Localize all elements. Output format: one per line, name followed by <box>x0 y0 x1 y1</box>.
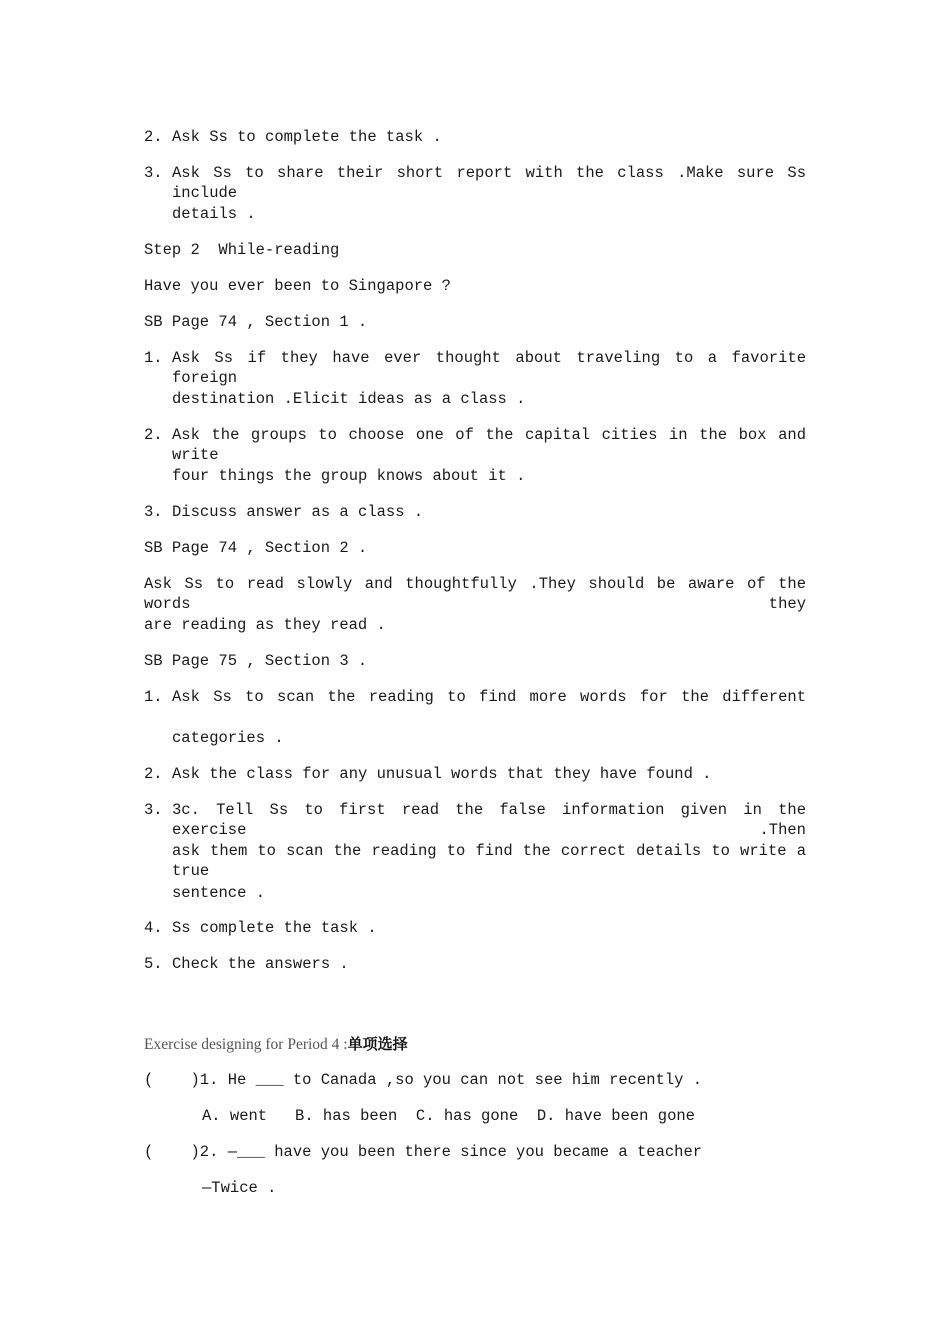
list-item-text: Ss complete the task . <box>172 919 377 937</box>
question-line: Have you ever been to Singapore ? <box>144 277 451 295</box>
list-number: 2. <box>144 128 163 146</box>
list-item-text: Discuss answer as a class . <box>172 503 424 521</box>
list-item-text: Ask Ss if they have ever thought about traveling to a favorite foreign <box>172 349 806 387</box>
section-ref: SB Page 74 , Section 1 . <box>144 313 368 331</box>
list-number: 3. <box>144 801 163 819</box>
list-number: 1. <box>144 349 163 367</box>
list-item-text: Ask Ss to scan the reading to find more words for the different <box>172 688 806 706</box>
paragraph-line: Ask Ss to read slowly and thoughtfully .They should be aware of the words they <box>144 575 806 613</box>
question-stem: ( )2. —___ have you been there since you became a teacher <box>144 1143 703 1161</box>
list-item-continuation: sentence . <box>172 884 266 902</box>
list-number: 2. <box>144 765 163 783</box>
list-number: 1. <box>144 688 163 706</box>
question-stem: ( )1. He ___ to Canada ,so you can not see him recently . <box>144 1071 703 1089</box>
step-heading: Step 2 While-reading <box>144 241 340 259</box>
section-ref: SB Page 74 , Section 2 . <box>144 539 368 557</box>
paragraph-line: are reading as they read . <box>144 616 386 634</box>
list-number: 5. <box>144 955 163 973</box>
question-options: A. went B. has been C. has gone D. have been gone <box>202 1107 695 1125</box>
exercise-heading-cn: 单项选择 <box>347 1035 408 1053</box>
list-item-continuation: ask them to scan the reading to find the correct details to write a true <box>172 842 806 880</box>
list-item-continuation: destination .Elicit ideas as a class . <box>172 390 526 408</box>
list-item-text: Ask the groups to choose one of the capital cities in the box and write <box>172 426 806 464</box>
exercise-heading <box>144 1034 408 1055</box>
list-item-continuation: categories . <box>172 729 284 747</box>
list-item-continuation: four things the group knows about it . <box>172 467 526 485</box>
list-item-text: Ask Ss to complete the task . <box>172 128 442 146</box>
list-item-text: 3c. Tell Ss to first read the false information given in the exercise .Then <box>172 801 806 839</box>
list-number: 3. <box>144 164 163 182</box>
list-item-text: Check the answers . <box>172 955 349 973</box>
list-item-continuation: details . <box>172 205 256 223</box>
list-number: 4. <box>144 919 163 937</box>
list-number: 2. <box>144 426 163 444</box>
list-item-text: Ask Ss to share their short report with the class .Make sure Ss include <box>172 164 806 202</box>
list-number: 3. <box>144 503 163 521</box>
question-answer: —Twice . <box>202 1179 277 1197</box>
list-item-text: Ask the class for any unusual words that they have found . <box>172 765 712 783</box>
exercise-heading-text: Exercise designing for Period 4 : <box>144 1036 348 1053</box>
section-ref: SB Page 75 , Section 3 . <box>144 652 368 670</box>
